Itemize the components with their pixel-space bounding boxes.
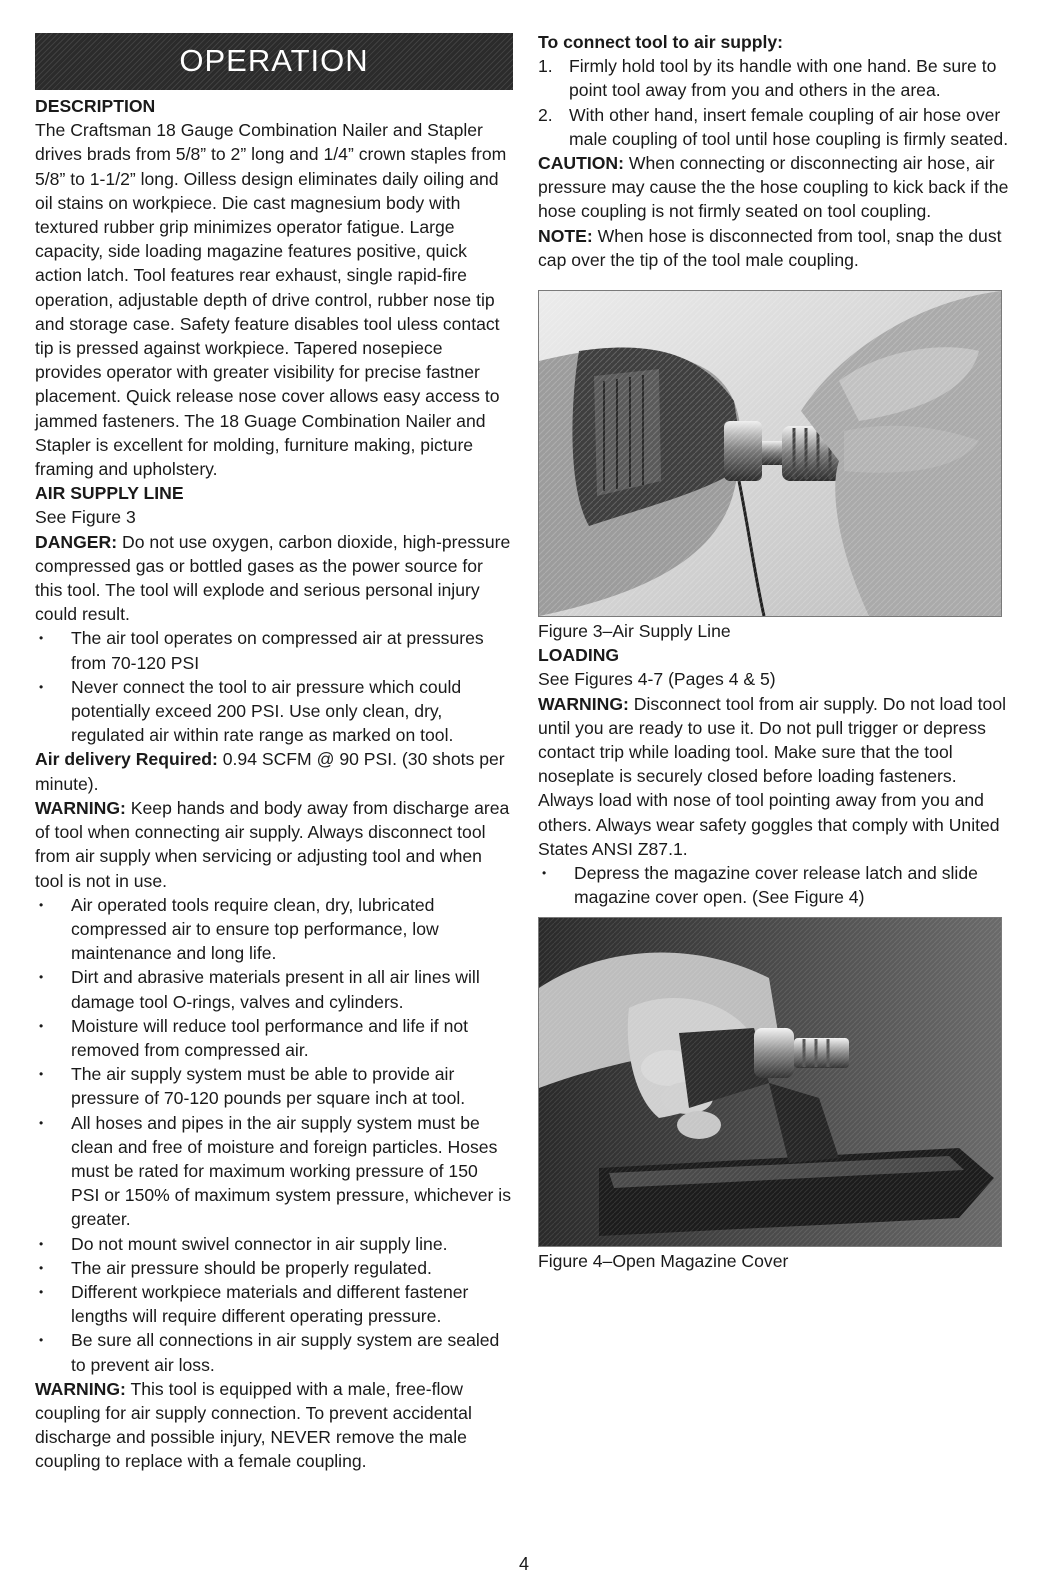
figure-3-photo [538, 290, 1002, 617]
left-column [35, 30, 511, 1474]
loading-bullets [538, 861, 1016, 909]
air-delivery-label: Air delivery Required: [35, 749, 218, 770]
right-column [538, 30, 1016, 1274]
connect-steps [538, 54, 1016, 151]
connect-heading: To connect tool to air supply: [538, 32, 784, 52]
figure-3-caption: Figure 3–Air Supply Line [538, 621, 731, 642]
list-item: • The air supply system must be able to provide air pressure of 70-120 pounds per square inch at tool. [35, 1062, 511, 1110]
air-delivery-text: 0.94 SCFM @ 90 PSI. (30 shots per minute). [35, 749, 505, 794]
figure-4-photo [538, 917, 1002, 1247]
list-item: • Different workpiece materials and different fastener lengths will require different operating pressure. [35, 1280, 511, 1328]
warning-paragraph [35, 796, 511, 893]
danger-text: Do not use oxygen, carbon dioxide, high-pressure compressed gas or bottled gases as the power source for this tool. The tool will explode and serious personal injury could result. [35, 531, 511, 625]
step-text: Firmly hold tool by its handle with one hand. Be sure to point tool away from you and others in the area. [569, 56, 997, 101]
list-item [538, 103, 1016, 151]
note-label: NOTE: [538, 225, 593, 246]
loading-warning-paragraph [538, 692, 1016, 861]
description-body: The Craftsman 18 Gauge Combination Nailer and Stapler drives brads from 5/8” to 2” long and 1/4” crown staples from 5/8” to 1-1/2” long. Oilless design eliminates daily oiling and oil stains on workpiece. Die cast magnesium body with textured rubber grip minimizes operator fatigue. Large capacity, side loading magazine features positive, quick action latch. Tool features rear exhaust, single rapid-fire operation, adjustable depth of drive control, rubber nose tip and storage case. Safety feature disables tool uless contact tip is pressed against workpiece. Tapered nosepiece provides operator with greater visibility for precise fastner placement. Quick release nose cover allows easy access to jammed fasteners. The 18 Guage Combination Nailer and Stapler is excellent for molding, furniture making, picture framing and upholstery. [35, 120, 507, 480]
loading-warning-text: Disconnect tool from air supply. Do not load tool until you are ready to use it. Do not pull trigger or depress contact trip while loading tool. Make sure that the tool noseplate is securely closed before loading fasteners. Always load with nose of tool pointing away from you and others. Always wear safety goggles that comply with United States ANSI Z87.1. [538, 693, 1007, 859]
list-item: • The air tool operates on compressed air at pressures from 70-120 PSI [35, 626, 511, 674]
danger-paragraph [35, 530, 511, 627]
caution-paragraph [538, 151, 1016, 224]
note-paragraph [538, 224, 1016, 272]
magazine-photo-illustration [539, 918, 1001, 1246]
note-text: When hose is disconnected from tool, snap the dust cap over the tip of the tool male coupling. [538, 225, 1002, 270]
loading-see-figures: See Figures 4-7 (Pages 4 & 5) [538, 669, 776, 690]
warning-label: WARNING: [35, 797, 126, 818]
list-item: • Do not mount swivel connector in air supply line. [35, 1232, 511, 1256]
coupling-warning-paragraph [35, 1377, 511, 1474]
list-item: • Never connect the tool to air pressure which could potentially exceed 200 PSI. Use only clean, dry, regulated air within rate range as marked on tool. [35, 675, 511, 748]
coupling-photo-illustration [539, 291, 1001, 616]
list-item: • Moisture will reduce tool performance and life if not removed from compressed air. [35, 1014, 511, 1062]
list-item: • Depress the magazine cover release latch and slide magazine cover open. (See Figure 4) [538, 861, 1016, 909]
page-number: 4 [518, 1554, 529, 1574]
step-text: With other hand, insert female coupling of air hose over male coupling of tool until hose coupling is firmly seated. [569, 104, 1009, 149]
warning-text: Keep hands and body away from discharge area of tool when connecting air supply. Always disconnect tool from air supply when servicing or adjusting tool and when tool is not in use. [35, 797, 510, 891]
loading-warning-label: WARNING: [538, 693, 629, 714]
list-item: • The air pressure should be properly regulated. [35, 1256, 511, 1280]
figure-4-caption: Figure 4–Open Magazine Cover [538, 1251, 789, 1272]
air-supply-see-figure: See Figure 3 [35, 507, 136, 528]
coupling-warning-label: WARNING: [35, 1378, 126, 1399]
step-number: 1. [538, 56, 553, 77]
list-item: • Air operated tools require clean, dry, lubricated compressed air to ensure top performance, low maintenance and long life. [35, 893, 511, 966]
list-item: • Be sure all connections in air supply system are sealed to prevent air loss. [35, 1328, 511, 1376]
air-pressure-bullets [35, 626, 511, 747]
description-heading: DESCRIPTION [35, 96, 156, 116]
air-supply-heading: AIR SUPPLY LINE [35, 483, 184, 504]
coupling-warning-text: This tool is equipped with a male, free-flow coupling for air supply connection. To prevent accidental discharge and possible injury, NEVER remove the male coupling to replace with a female coupling. [35, 1378, 472, 1472]
step-number: 2. [538, 104, 553, 125]
caution-text: When connecting or disconnecting air hose, air pressure may cause the the hose coupling to kick back if the hose coupling is not firmly seated on tool coupling. [538, 153, 1009, 222]
list-item: • Dirt and abrasive materials present in all air lines will damage tool O-rings, valves and cylinders. [35, 965, 511, 1013]
operation-banner [35, 33, 513, 90]
loading-heading: LOADING [538, 645, 620, 666]
danger-label: DANGER: [35, 531, 118, 552]
list-item: • All hoses and pipes in the air supply system must be clean and free of moisture and foreign particles. Hoses must be rated for maximum working pressure of 150 PSI or 150% of maximum system pressure, whichever is greater. [35, 1111, 511, 1232]
list-item [538, 54, 1016, 102]
air-quality-bullets [35, 893, 511, 1377]
air-delivery-paragraph [35, 747, 511, 795]
caution-label: CAUTION: [538, 153, 625, 174]
banner-title: OPERATION [179, 43, 369, 79]
